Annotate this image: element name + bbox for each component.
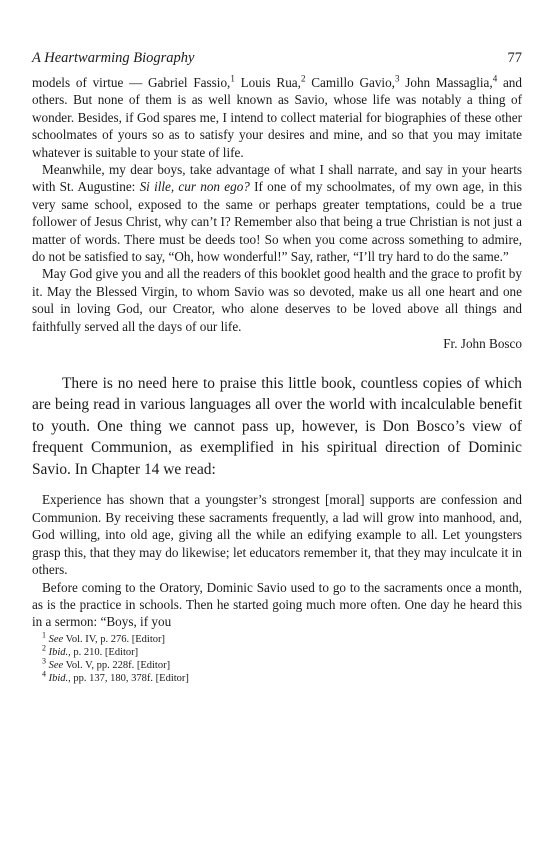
book-page bbox=[32, 50, 522, 686]
footnote-ref-1: 1 bbox=[230, 73, 235, 84]
latin-quote: Si ille, cur non ego? bbox=[139, 179, 250, 195]
page-number: 77 bbox=[507, 50, 522, 66]
footnote-4: $^4$ Ibid., pp. 137, 180, 378f. [Editor] bbox=[42, 669, 189, 685]
quote-paragraph-1: Experience has shown that a youngster’s strongest [moral] supports are confession and Communion. By receiving these sacraments frequently, a lad will grow into manhood, and, God willing, into old age, giving all the while an edifying example to all. Let youngsters grasp this, that they may do likewise; let educators remember it, that they may inculcate it in others. bbox=[32, 492, 522, 578]
page-header bbox=[32, 50, 522, 72]
footnote-3: $^3$ See Vol. V, pp. 228f. [Editor] bbox=[42, 656, 171, 672]
letter-paragraph-3: May God give you and all the readers of this booklet good health and the grace to profit by it. May the Blessed Virgin, to whom Savio was so devoted, make us all one heart and one soul in loving God, our Creator, who alone deserves to be loved above all things and faithfully served all the days of our life. bbox=[32, 266, 522, 334]
footnote-ref-3: 3 bbox=[394, 73, 400, 84]
letter-paragraph-1: models of virtue — Gabriel Fassio,$^1$ Louis Rua,$^2$ Camillo Gavio,$^3$ John Massaglia,$^4$ and others. But none of them is as well known as Savio, whose life was notably a thing of wonder. Besides, if God spares me, I intend to collect material for biographies of these other schoolmates of yours so as to satisfy your desires and mine, and so that you may imitate whatever is suitable to your state of life. bbox=[32, 73, 522, 160]
quote-paragraph-2: Before coming to the Oratory, Dominic Savio used to go to the sacraments once a month, as is the practice in schools. Then he started going much more often. One day he heard this in a sermon: “Boys, if you bbox=[32, 579, 522, 630]
footnote-ref-4: 4 bbox=[492, 73, 498, 84]
footnote-1: $^1$ See Vol. IV, p. 276. [Editor] bbox=[42, 630, 165, 645]
footnote-2: $^2$ Ibid., p. 210. [Editor] bbox=[42, 643, 139, 658]
letter-signature: Fr. John Bosco bbox=[443, 336, 522, 352]
footnotes bbox=[32, 630, 522, 686]
running-title: A Heartwarming Biography bbox=[32, 50, 195, 66]
main-paragraph: There is no need here to praise this little book, countless copies of which are being read in various languages all over the world with incalculable benefit to youth. One thing we cannot pass up, however, is Don Bosco’s view of frequent Communion, as exemplified in his spiritual direction of Dominic Savio. In Chapter 14 we read: bbox=[32, 374, 522, 478]
footnote-ref-2: 2 bbox=[300, 73, 306, 84]
letter-paragraph-2: Meanwhile, my dear boys, take advantage of what I shall narrate, and say in your hearts with St. Augustine: Si ille, cur non ego? If one of my schoolmates, of my own age, in this very same school, exposed to the same or perhaps greater temptations, could be a true follower of Jesus Christ, why can’t I? Remember also that being a true Christian is not just a matter of words. There must be deeds too! So when you come across something to admire, do not be satisfied to say, “Oh, how wonderful!” Say, rather, “I’ll try hard to do the same.” bbox=[32, 162, 522, 265]
